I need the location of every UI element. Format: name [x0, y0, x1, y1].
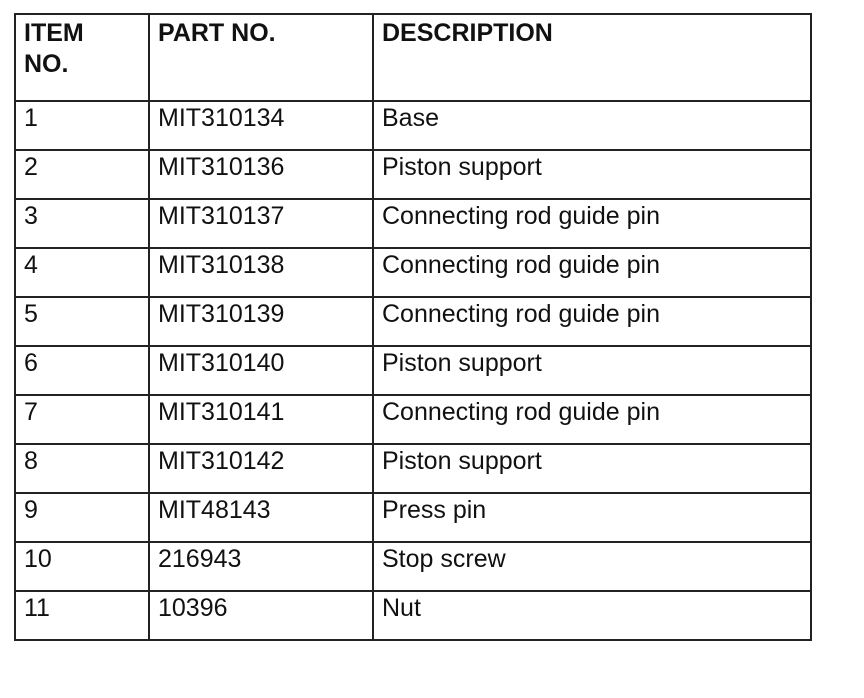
table-row — [15, 591, 811, 640]
cell-description: Piston support — [373, 346, 811, 395]
cell-item-no: 4 — [15, 248, 149, 297]
cell-description: Connecting rod guide pin — [373, 248, 811, 297]
table-row — [15, 248, 811, 297]
cell-part-no: MIT310141 — [149, 395, 373, 444]
cell-description: Connecting rod guide pin — [373, 199, 811, 248]
cell-description: Connecting rod guide pin — [373, 297, 811, 346]
table-row — [15, 395, 811, 444]
header-item-line2: NO. — [24, 50, 69, 78]
cell-description: Base — [373, 101, 811, 150]
cell-part-no: MIT310138 — [149, 248, 373, 297]
cell-part-no: MIT48143 — [149, 493, 373, 542]
cell-item-no: 11 — [15, 591, 149, 640]
cell-part-no: MIT310137 — [149, 199, 373, 248]
cell-item-no: 10 — [15, 542, 149, 591]
header-item-line1: ITEM — [24, 19, 84, 47]
cell-description: Nut — [373, 591, 811, 640]
table-row — [15, 444, 811, 493]
cell-item-no: 1 — [15, 101, 149, 150]
cell-item-no: 9 — [15, 493, 149, 542]
table-header-row — [15, 14, 811, 101]
cell-description: Piston support — [373, 444, 811, 493]
cell-item-no: 8 — [15, 444, 149, 493]
parts-table — [14, 13, 812, 641]
table-row — [15, 346, 811, 395]
cell-part-no: 216943 — [149, 542, 373, 591]
header-item-no — [15, 14, 149, 101]
table-row — [15, 199, 811, 248]
cell-item-no: 5 — [15, 297, 149, 346]
table-row — [15, 493, 811, 542]
cell-description: Press pin — [373, 493, 811, 542]
cell-item-no: 7 — [15, 395, 149, 444]
header-description: DESCRIPTION — [373, 14, 811, 101]
cell-item-no: 6 — [15, 346, 149, 395]
cell-part-no: MIT310142 — [149, 444, 373, 493]
cell-part-no: MIT310139 — [149, 297, 373, 346]
table-row — [15, 542, 811, 591]
cell-part-no: MIT310136 — [149, 150, 373, 199]
cell-description: Stop screw — [373, 542, 811, 591]
parts-table-body — [15, 101, 811, 640]
table-row — [15, 150, 811, 199]
cell-part-no: 10396 — [149, 591, 373, 640]
cell-part-no: MIT310134 — [149, 101, 373, 150]
table-row — [15, 101, 811, 150]
cell-item-no: 3 — [15, 199, 149, 248]
table-row — [15, 297, 811, 346]
cell-part-no: MIT310140 — [149, 346, 373, 395]
cell-item-no: 2 — [15, 150, 149, 199]
cell-description: Connecting rod guide pin — [373, 395, 811, 444]
cell-description: Piston support — [373, 150, 811, 199]
header-part-no: PART NO. — [149, 14, 373, 101]
